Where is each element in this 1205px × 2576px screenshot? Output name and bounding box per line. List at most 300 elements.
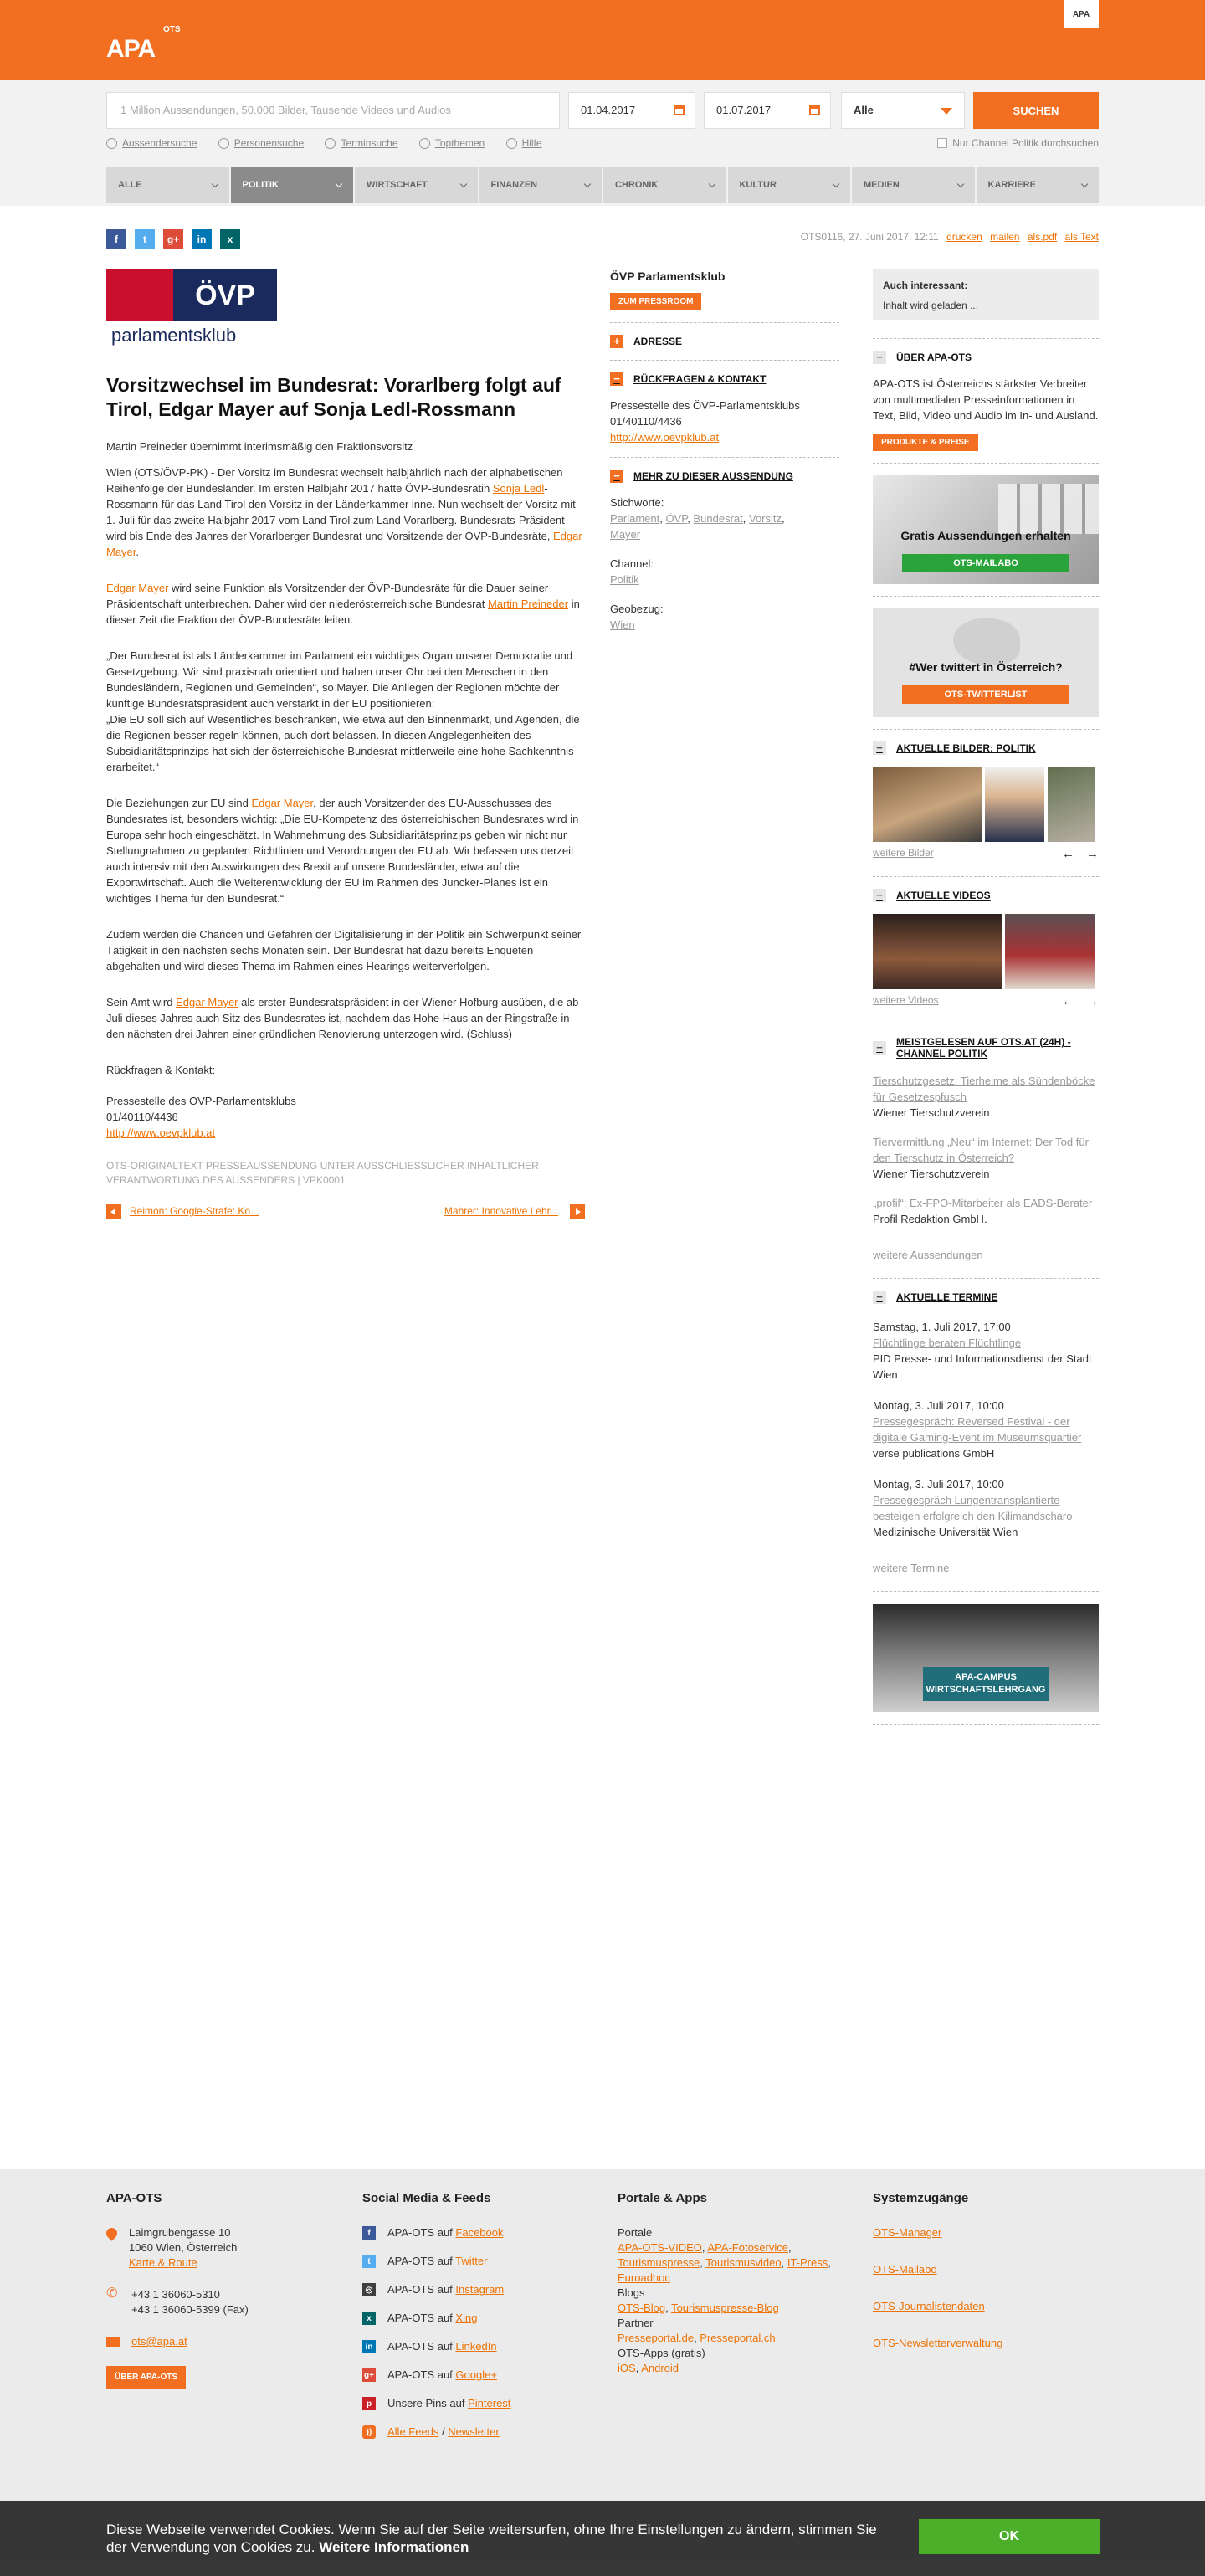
- portal-link[interactable]: IT-Press: [787, 2256, 828, 2269]
- ueber-text: APA-OTS ist Österreichs stärkster Verbreiter von multimedialen Presseinformationen in Text, Bild, Video und Audio im In- und Ausland.: [873, 377, 1099, 422]
- article-lead: Martin Preineder übernimmt interimsmäßig den Fraktionsvorsitz: [106, 440, 413, 453]
- paragraph: [106, 795, 585, 906]
- google-plus-icon: g+: [362, 2368, 376, 2382]
- paragraph: „Die EU soll sich auf Wesentliches beschränken, wie etwa auf den Binnenmarkt, und Agenden, die die Regionen besser regeln können, auch dort belassen. In diesen Angelegenheiten des Subsidiaritätsprinzips hat sich der österreichische Bundesrat mittlerweile eine hohe Sachkenntnis erarbeitet.“: [106, 713, 580, 773]
- mail-link[interactable]: mailen: [990, 231, 1020, 243]
- divider: [873, 1591, 1099, 1592]
- facebook-icon[interactable]: f: [106, 229, 126, 249]
- people-icon: [218, 138, 229, 149]
- checkbox[interactable]: [937, 138, 947, 148]
- nav-label: FINANZEN: [490, 180, 538, 190]
- channel-only-toggle[interactable]: [937, 137, 1099, 149]
- text-link[interactable]: als Text: [1064, 231, 1099, 243]
- paragraph: [106, 580, 585, 628]
- xing-icon: x: [362, 2312, 376, 2325]
- twitterlist-button[interactable]: OTS-TWITTERLIST: [902, 685, 1069, 704]
- minus-icon: −: [873, 1291, 886, 1304]
- minus-icon: −: [873, 889, 886, 902]
- next-article[interactable]: [444, 1204, 585, 1219]
- cookie-ok-button[interactable]: OK: [919, 2519, 1100, 2554]
- category-select[interactable]: [841, 92, 965, 129]
- social-row: [362, 2396, 588, 2411]
- person-link[interactable]: Martin Preineder: [487, 598, 569, 610]
- most-read-link[interactable]: Tiervermittlung „Neu“ im Internet: Der Tod für den Tierschutz in Österreich?: [873, 1136, 1089, 1164]
- toggle-label: ADRESSE: [633, 336, 683, 347]
- keyword-list: Parlament, ÖVP, Bundesrat, Vorsitz, Mayer: [610, 512, 785, 541]
- arrow-right-icon[interactable]: →: [1086, 847, 1099, 861]
- chevron-down-icon: [584, 181, 591, 187]
- search-link-label: Personensuche: [233, 137, 305, 149]
- promo-text: #Wer twittert in Österreich?: [909, 660, 1063, 674]
- social-row: [362, 2311, 588, 2326]
- minus-icon: −: [873, 1041, 886, 1055]
- image-thumbnail[interactable]: [985, 767, 1044, 842]
- phone-icon: ✆: [106, 2286, 118, 2301]
- event-source: PID Presse- und Informationsdienst der Stadt Wien: [873, 1352, 1092, 1381]
- keywords-label: Stichworte:: [610, 496, 664, 509]
- blogs-label: Blogs: [618, 2286, 645, 2299]
- event-source: Medizinische Universität Wien: [873, 1526, 1018, 1538]
- arrow-right-icon: [570, 1204, 585, 1219]
- publisher-column: [610, 269, 839, 633]
- toggle-mehr[interactable]: [610, 470, 839, 483]
- contact-org: Pressestelle des ÖVP-Parlamentsklubs: [106, 1095, 296, 1107]
- toggle-label: MEISTGELESEN AUF OTS.AT (24H) - CHANNEL POLITIK: [896, 1036, 1071, 1060]
- article-body: [106, 464, 585, 1141]
- event-source: verse publications GmbH: [873, 1447, 995, 1460]
- list-item: [873, 1398, 1099, 1461]
- more-events-link[interactable]: weitere Termine: [873, 1562, 950, 1574]
- most-read-link[interactable]: „profil“: Ex-FPÖ-Mitarbeiter als EADS-Berater: [873, 1197, 1093, 1209]
- text: in dieser Zeit die Fraktion der ÖVP-Bundesräte leiten.: [106, 598, 580, 626]
- oevp-parlamentsklub-logo: [106, 269, 277, 353]
- map-route-link[interactable]: Karte & Route: [129, 2256, 197, 2269]
- event-date: Samstag, 1. Juli 2017, 17:00: [873, 1321, 1011, 1333]
- video-thumbnail[interactable]: [1005, 914, 1095, 989]
- portale-links: APA-OTS-VIDEO, APA-Fotoservice, Tourismuspresse, Tourismusvideo, IT-Press, Euroadhoc: [618, 2241, 831, 2284]
- text: Wien (OTS/ÖVP-PK) - Der Vorsitz im Bundesrat wechselt halbjährlich nach der alphabetischen Reihenfolge der Bundesländer. Im ersten Halbjahr 2017 hatte ÖVP-Bundesrätin: [106, 466, 563, 495]
- search-link-hilfe[interactable]: [506, 137, 542, 149]
- social-prefix: Unsere Pins auf: [387, 2397, 469, 2409]
- portal-link[interactable]: Euroadhoc: [618, 2271, 670, 2284]
- newsletter-link[interactable]: Newsletter: [448, 2425, 500, 2438]
- keyword-link[interactable]: ÖVP: [665, 512, 688, 525]
- list-item: [873, 1476, 1099, 1540]
- social-list: [362, 2225, 588, 2411]
- apa-campus-promo[interactable]: [873, 1604, 1099, 1712]
- app-link[interactable]: Android: [641, 2362, 679, 2374]
- toggle-label: RÜCKFRAGEN & KONTAKT: [633, 373, 767, 385]
- paragraph: [106, 994, 585, 1042]
- keyword-link[interactable]: Bundesrat: [693, 512, 743, 525]
- divider: [873, 876, 1099, 877]
- social-link[interactable]: Facebook: [455, 2226, 504, 2239]
- contact-url-link[interactable]: http://www.oevpklub.at: [610, 431, 720, 444]
- apps-label: OTS-Apps (gratis): [618, 2347, 705, 2359]
- social-link[interactable]: Twitter: [455, 2255, 488, 2267]
- date-from-field[interactable]: [568, 92, 695, 129]
- pdf-link[interactable]: als.pdf: [1027, 231, 1058, 243]
- channel-link[interactable]: Politik: [610, 573, 639, 586]
- portal-link[interactable]: APA-OTS-VIDEO: [618, 2241, 702, 2254]
- image-thumbnail[interactable]: [1048, 767, 1095, 842]
- keyboard-image: [998, 484, 1099, 534]
- more-images-link[interactable]: weitere Bilder: [873, 847, 934, 859]
- more-releases-link[interactable]: weitere Aussendungen: [873, 1249, 983, 1261]
- most-read-link[interactable]: Tierschutzgesetz: Tierheime als Sündenböcke für Gesetzespfusch: [873, 1075, 1095, 1103]
- logo-superscript: OTS: [163, 25, 181, 34]
- divider: [873, 729, 1099, 730]
- compass-icon: [419, 138, 430, 149]
- facebook-icon: f: [362, 2226, 376, 2240]
- list-item: [873, 1134, 1099, 1182]
- footer-col-social: [362, 2191, 588, 2453]
- portale-label: Portale: [618, 2226, 653, 2239]
- social-link[interactable]: Xing: [455, 2312, 478, 2324]
- cookie-text: [106, 2521, 885, 2556]
- footer-col-portale: Portale & Apps Portale APA-OTS-VIDEO, APA-Fotoservice, Tourismuspresse, Tourismusvideo, IT-Press, Euroadhoc Blogs OTS-Blog, Tourismuspresse-Blog Partner Presseportal.de, Presseportal.ch OTS-Apps (gratis) iOS, Android: [618, 2191, 844, 2376]
- corner-badge-text: APA: [1072, 9, 1090, 19]
- footer-col-apa-ots: [106, 2191, 332, 2389]
- chevron-down-icon: [336, 181, 342, 187]
- arrow-left-icon[interactable]: ←: [1062, 847, 1074, 861]
- twitter-icon: t: [362, 2255, 376, 2268]
- google-plus-icon[interactable]: g+: [163, 229, 183, 249]
- twitter-icon[interactable]: t: [135, 229, 155, 249]
- person-link[interactable]: Edgar Mayer: [251, 797, 314, 809]
- chevron-down-icon: [459, 181, 466, 187]
- toggle-label: AKTUELLE VIDEOS: [896, 890, 991, 901]
- search-link-label: Hilfe: [521, 137, 542, 149]
- geo-link[interactable]: Wien: [610, 618, 635, 631]
- chevron-down-icon: [833, 181, 839, 187]
- share-bar: [106, 229, 249, 249]
- all-feeds-link[interactable]: Alle Feeds: [387, 2425, 439, 2438]
- keyword-link[interactable]: Parlament: [610, 512, 660, 525]
- plus-icon: +: [610, 335, 623, 348]
- person-link[interactable]: Edgar Mayer: [106, 582, 169, 594]
- contact-block: [106, 1093, 585, 1141]
- social-prefix: APA-OTS auf: [387, 2312, 456, 2324]
- social-link[interactable]: Pinterest: [468, 2397, 511, 2409]
- search-icon: [106, 138, 117, 149]
- logo-red-block: [106, 269, 173, 321]
- text: -Rossmann für das Land Tirol den Vorsitz in der Länderkammer inne. Nun wechselt der Vorsitz mit 1. Juli für das zweite Halbjahr 2017 vom Land Tirol zum Land Vorarlberg. Bundesrats-Präsident wird bis Ende des Jahres der Vorarlberger Bundesrat und Vorsitzende der ÖVP-Bundesräte,: [106, 482, 576, 542]
- sidebar: [873, 269, 1099, 1737]
- mehr-content: [610, 495, 839, 633]
- toggle-adresse[interactable]: [610, 335, 839, 348]
- arrow-left-icon[interactable]: ←: [1062, 994, 1074, 1008]
- contact-phone: 01/40110/4436: [106, 1111, 178, 1123]
- mail-icon: [106, 2337, 120, 2347]
- divider: [873, 596, 1099, 597]
- divider: [873, 338, 1099, 339]
- text: Sein Amt wird: [106, 996, 177, 1008]
- minus-icon: −: [610, 372, 623, 386]
- partner-label: Partner: [618, 2317, 654, 2329]
- date-from-value: 01.04.2017: [581, 104, 636, 116]
- map-pin-icon: [104, 2225, 119, 2240]
- text: als erster Bundesratspräsident in der Wiener Hofburg ausüben, die ab Juli dieses Jahres auch Sitz des Bundesrates ist, nachdem das Hohe Haus an der Ringstraße in den nächsten drei Jahren einer gründlichen Renovierung unterzogen wird. (Schluss): [106, 996, 579, 1040]
- nav-label: KULTUR: [739, 180, 777, 190]
- text: wird seine Funktion als Vorsitzender der ÖVP-Bundesräte für die Dauer seiner Präsidentschaft unterbrechen. Daher wird der niederösterreichische Bundesrat: [106, 582, 549, 610]
- event-link[interactable]: Pressegespräch Lungentransplantierte besteigen erfolgreich den Kilimandscharo: [873, 1494, 1073, 1522]
- apa-corner-badge[interactable]: [1064, 0, 1099, 28]
- nav-item-finanzen[interactable]: [479, 167, 602, 203]
- content-area: [106, 206, 1099, 2169]
- toggle-aktuelle-termine[interactable]: [873, 1291, 1099, 1304]
- footer-heading: Portale & Apps: [618, 2191, 707, 2205]
- minus-icon: −: [873, 351, 886, 364]
- logo-navy-block: ÖVP: [173, 269, 277, 321]
- category-select-value: Alle: [854, 104, 874, 116]
- nav-item-politik[interactable]: [231, 167, 354, 203]
- prev-next-nav: [106, 1204, 585, 1221]
- toggle-meistgelesen[interactable]: [873, 1036, 1099, 1060]
- print-link[interactable]: drucken: [946, 231, 982, 243]
- search-link-aussender[interactable]: [106, 137, 197, 149]
- footer-heading: Social Media & Feeds: [362, 2191, 491, 2205]
- publisher-name: ÖVP Parlamentsklub: [610, 269, 726, 283]
- geo-label: Geobezug:: [610, 603, 664, 615]
- search-link-label: Aussendersuche: [122, 137, 197, 149]
- event-link[interactable]: Flüchtlinge beraten Flüchtlinge: [873, 1337, 1022, 1349]
- contact-org: Pressestelle des ÖVP-Parlamentsklubs: [610, 399, 800, 412]
- event-link[interactable]: Pressegespräch: Reversed Festival - der digitale Gaming-Event im Museumsquartier: [873, 1415, 1082, 1444]
- toggle-aktuelle-videos[interactable]: [873, 889, 1099, 902]
- partner-link[interactable]: Presseportal.ch: [700, 2332, 776, 2344]
- footer-col-system: [873, 2191, 1099, 2373]
- nav-item-medien[interactable]: [852, 167, 975, 203]
- also-interesting-box: [873, 269, 1099, 320]
- date-to-field[interactable]: [704, 92, 831, 129]
- arrow-left-icon: [106, 1204, 121, 1219]
- separator: /: [438, 2425, 449, 2438]
- keyword-link[interactable]: Vorsitz: [749, 512, 782, 525]
- social-prefix: APA-OTS auf: [387, 2255, 456, 2267]
- also-interesting-value: Inhalt wird geladen ...: [883, 300, 979, 311]
- carousel-controls: [873, 847, 1099, 861]
- ueber-apa-ots-button[interactable]: ÜBER APA-OTS: [106, 2366, 186, 2389]
- social-row: [362, 2282, 588, 2297]
- divider: [610, 360, 839, 361]
- system-link[interactable]: OTS-Manager: [873, 2226, 942, 2239]
- toggle-rueckfragen[interactable]: [610, 372, 839, 386]
- footer-address: [106, 2225, 332, 2271]
- event-date: Montag, 3. Juli 2017, 10:00: [873, 1399, 1004, 1412]
- next-article-link[interactable]: Mahrer: Innovative Lehr...: [444, 1205, 558, 1218]
- mailabo-button[interactable]: OTS-MAILABO: [902, 554, 1069, 572]
- toggle-label: AKTUELLE TERMINE: [896, 1291, 998, 1303]
- calendar-icon[interactable]: [809, 105, 820, 115]
- chevron-down-icon: [1081, 181, 1088, 187]
- prev-article[interactable]: [106, 1205, 259, 1217]
- social-link[interactable]: Instagram: [455, 2283, 505, 2296]
- minus-icon: −: [610, 470, 623, 483]
- article-meta: [801, 231, 1099, 243]
- logo-text: APA: [106, 35, 156, 63]
- produkte-preise-button[interactable]: PRODUKTE & PREISE: [873, 434, 978, 451]
- article-column: [106, 269, 585, 1221]
- nav-label: POLITIK: [242, 180, 279, 190]
- social-prefix: APA-OTS auf: [387, 2368, 456, 2381]
- logo-subtitle: parlamentsklub: [111, 325, 237, 346]
- nav-label: MEDIEN: [864, 180, 900, 190]
- channel-label: Channel:: [610, 557, 654, 570]
- social-link[interactable]: Google+: [455, 2368, 497, 2381]
- also-interesting-title: Auch interessant:: [883, 280, 968, 291]
- minus-icon: −: [873, 741, 886, 755]
- address-line: Laimgrubengasse 10: [129, 2226, 231, 2239]
- footer-heading: Systemzugänge: [873, 2191, 969, 2205]
- list-item: [873, 1195, 1099, 1227]
- system-link[interactable]: OTS-Mailabo: [873, 2263, 937, 2276]
- help-icon: [506, 138, 517, 149]
- footer-mail: [106, 2334, 332, 2349]
- toggle-ueber-apa-ots[interactable]: [873, 351, 1099, 364]
- address-line: 1060 Wien, Österreich: [129, 2241, 238, 2254]
- search-link-personen[interactable]: [218, 137, 304, 149]
- search-link-topthemen[interactable]: [419, 137, 485, 149]
- twitter-bird-icon: [953, 618, 1020, 665]
- pinterest-icon: p: [362, 2397, 376, 2410]
- divider: [610, 457, 839, 458]
- divider: [873, 1724, 1099, 1725]
- rss-icon: )): [362, 2425, 376, 2439]
- top-bar: [0, 0, 1205, 80]
- toggle-label: MEHR ZU DIESER AUSSENDUNG: [633, 470, 793, 482]
- channel-nav: [106, 167, 1099, 203]
- nav-item-wirtschaft[interactable]: [355, 167, 478, 203]
- system-link[interactable]: OTS-Journalistendaten: [873, 2300, 985, 2312]
- most-read-source: Profil Redaktion GmbH.: [873, 1213, 987, 1225]
- date-to-value: 01.07.2017: [716, 104, 772, 116]
- divider: [873, 463, 1099, 464]
- image-carousel: [873, 767, 1099, 842]
- blog-link[interactable]: OTS-Blog: [618, 2301, 666, 2314]
- nav-item-chronik[interactable]: [603, 167, 726, 203]
- social-row: [362, 2339, 588, 2354]
- pressroom-button[interactable]: ZUM PRESSROOM: [610, 293, 701, 310]
- social-prefix: APA-OTS auf: [387, 2226, 456, 2239]
- search-link-label: Terminsuche: [341, 137, 398, 149]
- rueckfragen-content: [610, 398, 839, 445]
- article-title: Vorsitzwechsel im Bundesrat: Vorarlberg folgt auf Tirol, Edgar Mayer auf Sonja Ledl-Rossmann: [106, 374, 561, 420]
- divider: [873, 1278, 1099, 1279]
- social-row: [362, 2368, 588, 2383]
- cookie-message: Diese Webseite verwendet Cookies. Wenn Sie auf der Seite weitersurfen, ohne Ihre Einstellungen zu ändern, stimmen Sie der Verwendung von Cookies zu.: [106, 2522, 877, 2555]
- portal-link[interactable]: Tourismusvideo: [705, 2256, 782, 2269]
- chevron-down-icon: [956, 181, 963, 187]
- portal-link[interactable]: APA-Fotoservice: [707, 2241, 788, 2254]
- search-link-termine[interactable]: [325, 137, 397, 149]
- list-item: [873, 1073, 1099, 1121]
- portal-link[interactable]: Tourismuspresse: [618, 2256, 700, 2269]
- search-zone: [0, 80, 1205, 206]
- promo-text: Gratis Aussendungen erhalten: [900, 529, 1071, 542]
- chevron-down-icon: [941, 108, 952, 115]
- social-prefix: APA-OTS auf: [387, 2340, 456, 2353]
- social-row: [362, 2225, 588, 2240]
- toggle-aktuelle-bilder[interactable]: [873, 741, 1099, 755]
- footer-phone: [106, 2287, 332, 2317]
- nav-label: CHRONIK: [615, 180, 659, 190]
- blog-link[interactable]: Tourismuspresse-Blog: [671, 2301, 779, 2314]
- clock-icon: [325, 138, 336, 149]
- divider: [610, 322, 839, 323]
- disclaimer: OTS-ORIGINALTEXT PRESSEAUSSENDUNG UNTER AUSSCHLIESSLICHER INHALTLICHER VERANTWORTUNG DES AUSSENDERS | VPK0001: [106, 1160, 539, 1186]
- person-link[interactable]: Sonja Ledl: [492, 482, 545, 495]
- list-item: [873, 1319, 1099, 1383]
- xing-icon[interactable]: x: [220, 229, 240, 249]
- video-carousel: [873, 914, 1099, 989]
- video-thumbnail[interactable]: [873, 914, 1002, 989]
- mailabo-promo[interactable]: [873, 475, 1099, 584]
- paragraph: „Der Bundesrat ist als Länderkammer im Parlament ein wichtiges Organ unserer Demokratie und Gesetzgebung. Wir sind praxisnah orientiert und haben unser Ohr bei den Menschen in den Bundesländern, Regionen und Gemeinden“, so Mayer. Die Anliegen der Regionen möchte der künftige Bundesratspräsident auch verstärkt in der EU positionieren:: [106, 649, 573, 710]
- partner-link[interactable]: Presseportal.de: [618, 2332, 695, 2344]
- instagram-icon: ◎: [362, 2283, 376, 2296]
- social-link[interactable]: LinkedIn: [455, 2340, 497, 2353]
- search-button[interactable]: SUCHEN: [973, 92, 1099, 129]
- most-read-source: Wiener Tierschutzverein: [873, 1167, 990, 1180]
- more-videos-link[interactable]: weitere Videos: [873, 994, 939, 1006]
- apa-ots-logo[interactable]: [106, 25, 181, 64]
- paragraph: [106, 464, 585, 560]
- app-link[interactable]: iOS: [618, 2362, 636, 2374]
- social-prefix: APA-OTS auf: [387, 2283, 456, 2296]
- cookie-more-info-link[interactable]: Weitere Informationen: [319, 2539, 469, 2555]
- prev-article-link[interactable]: Reimon: Google-Strafe: Ko...: [130, 1205, 259, 1218]
- search-input[interactable]: 1 Million Aussendungen, 50.000 Bilder, Tausende Videos und Audios: [106, 92, 560, 129]
- search-link-label: Topthemen: [434, 137, 485, 149]
- keyword-link[interactable]: Mayer: [610, 528, 641, 541]
- linkedin-icon[interactable]: in: [192, 229, 212, 249]
- contact-label: Rückfragen & Kontakt:: [106, 1064, 216, 1076]
- nav-label: KARRIERE: [987, 180, 1036, 190]
- arrow-right-icon[interactable]: →: [1086, 994, 1099, 1008]
- most-read-source: Wiener Tierschutzverein: [873, 1106, 990, 1119]
- contact-url-link[interactable]: http://www.oevpklub.at: [106, 1126, 216, 1139]
- feeds-row: [362, 2425, 588, 2440]
- twitterlist-promo[interactable]: [873, 608, 1099, 717]
- image-thumbnail[interactable]: [873, 767, 982, 842]
- paragraph: Zudem werden die Chancen und Gefahren der Digitalisierung in der Politik ein Schwerpunkt seiner Tätigkeit in den nächsten sechs Monaten sein. Der Bundesrat hat dazu bereits Enqueten abgehalten und wird dieses Thema im Rahmen eines Hearings weiterverfolgen.: [106, 928, 582, 972]
- person-link[interactable]: Edgar Mayer: [106, 530, 582, 558]
- text: .: [136, 546, 140, 558]
- linkedin-icon: in: [362, 2340, 376, 2353]
- social-row: [362, 2254, 588, 2269]
- event-date: Montag, 3. Juli 2017, 10:00: [873, 1478, 1004, 1491]
- person-link[interactable]: Edgar Mayer: [176, 996, 238, 1008]
- ots-id-date: OTS0116, 27. Juni 2017, 12:11: [800, 231, 939, 243]
- nav-label: WIRTSCHAFT: [367, 180, 428, 190]
- chevron-down-icon: [211, 181, 218, 187]
- toggle-label: ÜBER APA-OTS: [896, 352, 972, 363]
- mail-link[interactable]: ots@apa.at: [131, 2335, 187, 2348]
- cookie-banner: [0, 2501, 1205, 2576]
- apa-campus-button[interactable]: APA-CAMPUS WIRTSCHAFTSLEHRGANG: [923, 1667, 1049, 1701]
- fax-number: +43 1 36060-5399 (Fax): [131, 2303, 249, 2316]
- nav-item-alle[interactable]: [106, 167, 229, 203]
- nav-label: ALLE: [118, 180, 142, 190]
- system-link[interactable]: OTS-Newsletterverwaltung: [873, 2337, 1003, 2349]
- text: Die Beziehungen zur EU sind: [106, 797, 252, 809]
- nav-item-karriere[interactable]: [977, 167, 1100, 203]
- nav-item-kultur[interactable]: [728, 167, 851, 203]
- toggle-label: AKTUELLE BILDER: POLITIK: [896, 742, 1036, 754]
- contact-phone: 01/40110/4436: [610, 415, 682, 428]
- calendar-icon[interactable]: [674, 105, 685, 115]
